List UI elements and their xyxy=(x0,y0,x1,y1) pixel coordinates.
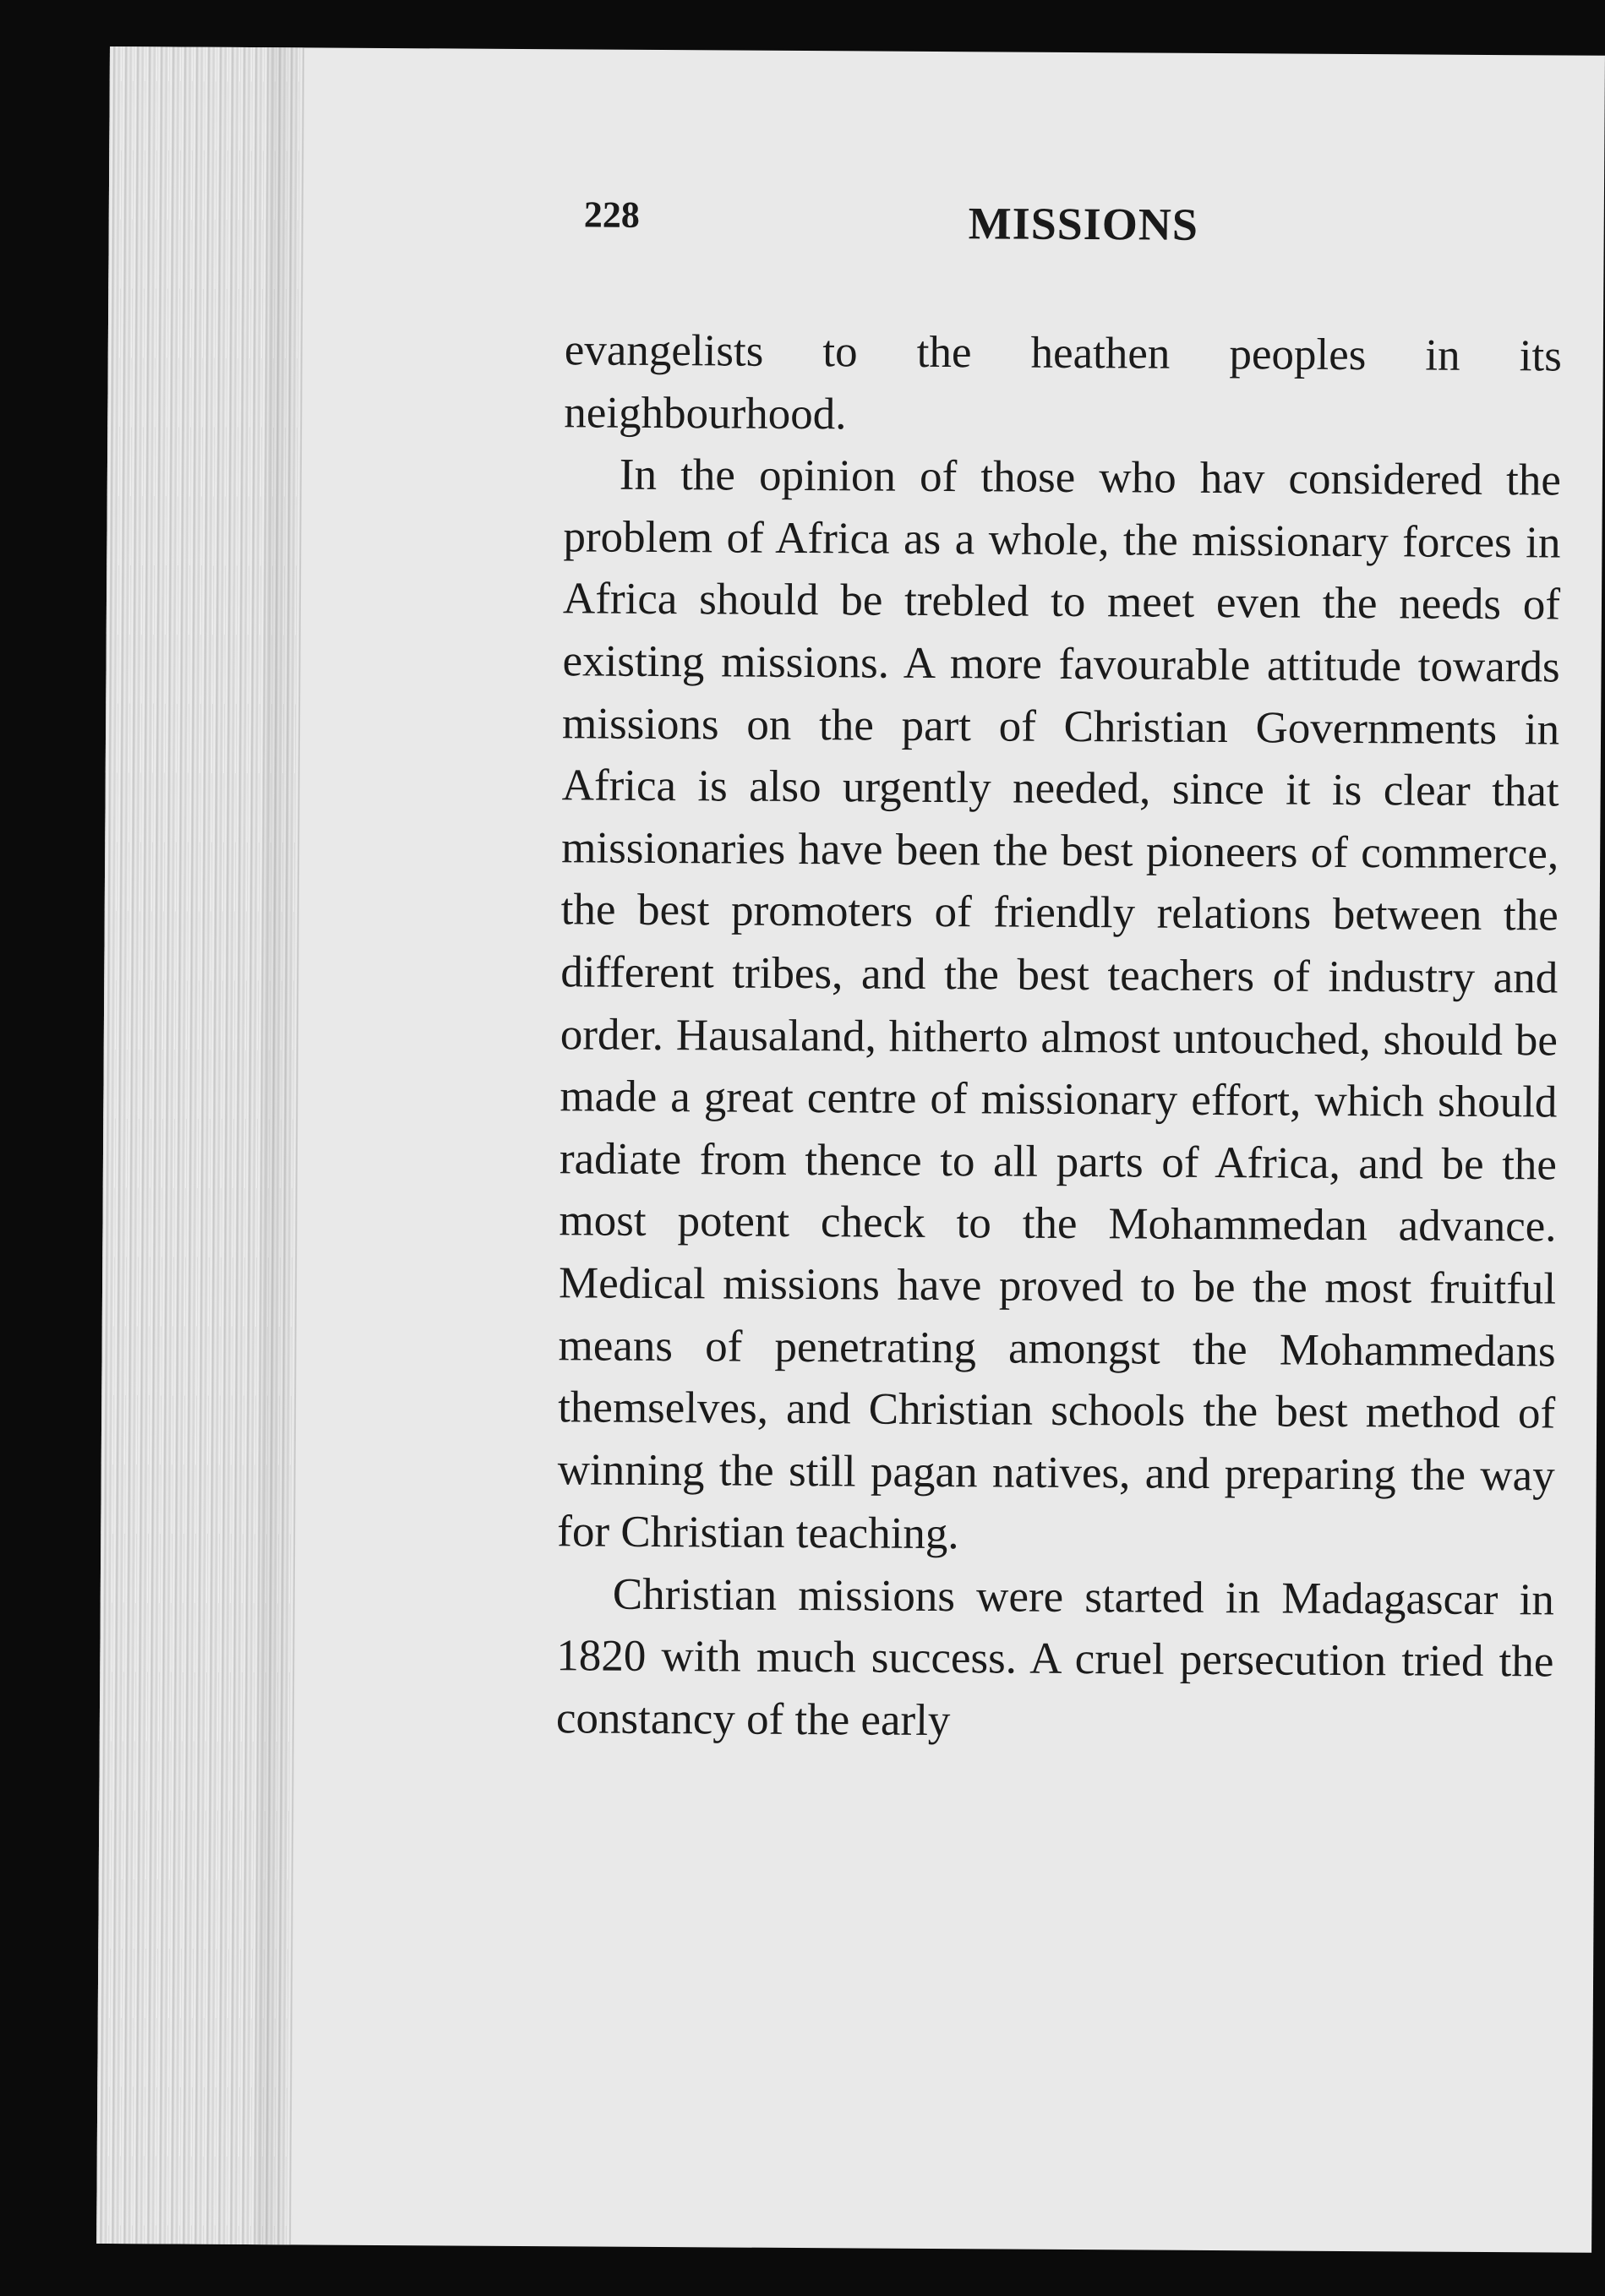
page-number: 228 xyxy=(583,194,640,236)
body-text xyxy=(556,319,1562,1756)
book-page xyxy=(96,46,1605,2253)
page-edges xyxy=(96,46,304,2244)
paragraph-madagascar: Christian missions were started in Madagascar in 1820 with much success. A cruel persecution tried the constancy of the early xyxy=(555,1569,1554,1746)
page-header xyxy=(584,193,1573,258)
paragraph-continued: evangelists to the heathen peoples in its neighbourhood. xyxy=(564,325,1562,439)
running-title: MISSIONS xyxy=(968,198,1199,250)
paragraph-africa: In the opinion of those who hav considered the problem of Africa as a whole, the missionary forces in Africa should be trebled to meet even the needs of existing missions. A more favourable attitude towards missions on the part of Christian Governments in Africa is also urgently needed, since it is clear that missionaries have been the best pioneers of commerce, the best promoters of friendly relations between the different tribes, and the best teachers of industry and order. Hausaland, hitherto almost untouched, should be made a great centre of missionary effort, which should radiate from thence to all parts of Africa, and be the most potent check to the Mohammedan advance. Medical missions have proved to be the most fruitful means of penetrating amongst the Mohammedans themselves, and Christian schools the best method of winning the still pagan natives, and preparing the way for Christian teaching. xyxy=(557,450,1562,1559)
